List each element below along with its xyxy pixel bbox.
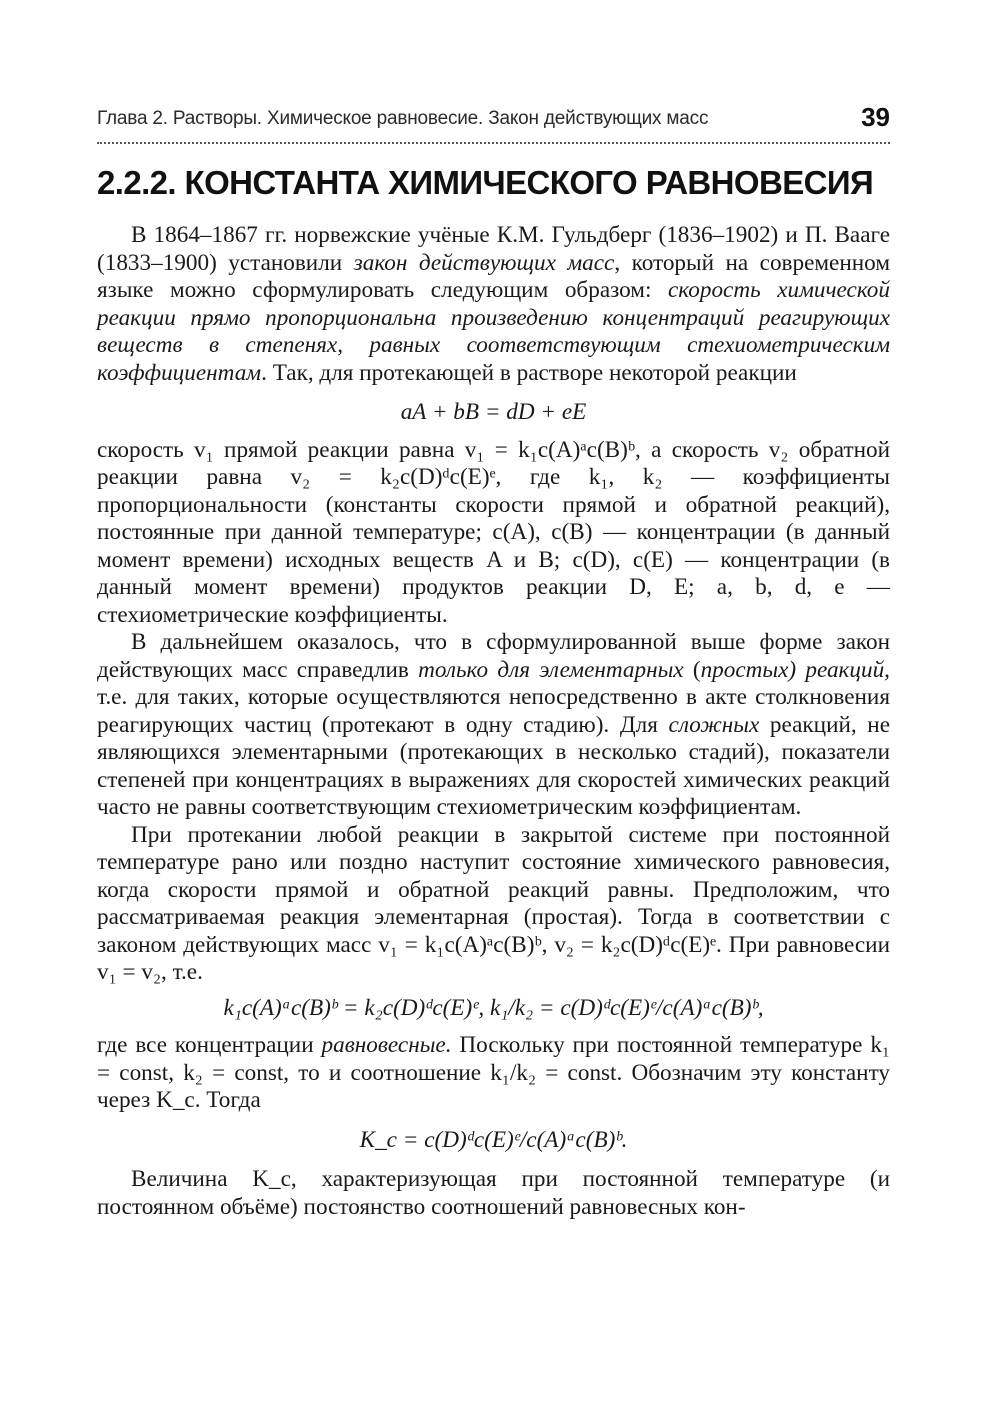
p1-text-b: , который на современном языке можно сформулировать следующим образом: [97, 249, 890, 303]
formula-reaction-text: aA + bB = dD + eE [400, 399, 587, 425]
paragraph-1 [97, 222, 890, 387]
p3-text-a: В дальнейшем оказалось, что в сформулированной выше форме закон действующих масс справедлив [97, 629, 890, 683]
page-number: 39 [861, 102, 890, 132]
paragraph-2: скорость v₁ прямой реакции равна v₁ = k₁c(A)ᵃc(B)ᵇ, а скорость v₂ обратной реакции равна v₂ = k₂c(D)ᵈc(E)ᵉ, где k₁, k₂ — коэффициенты пропорциональности (константы скорости прямой и обратной реакций), постоянные при данной температуре; c(A), c(B) — концентрации (в данный момент времени) исходных веществ A и B; c(D), c(E) — концентрации (в данный момент времени) продуктов реакции D, E; a, b, d, e — стехиометрические коэффициенты. [97, 436, 890, 628]
formula-equilibrium [97, 995, 890, 1023]
p3-text-b: ( [683, 656, 701, 683]
paragraph-6: Величина K_c, характеризующая при постоянной температуре (и постоянном объёме) постоянство соотношений равновесных кон- [97, 1166, 890, 1220]
p1-law-statement: скорость химической реакции прямо пропорциональна произведению концентраций реагирующих веществ в степенях, равных соответствующим стехиометрическим коэффициентам [97, 277, 890, 386]
p5-text-a: где все концентрации [97, 1032, 322, 1058]
p1-text-a: В 1864–1867 гг. норвежские учёные К.М. Гульдберг (1836–1902) и П. Вааге (1833–1900) установили [97, 222, 890, 276]
paragraph-4: При протекании любой реакции в закрытой системе при постоянной температуре рано или поздно наступит состояние химического равновесия, когда скорости прямой и обратной реакций равны. Предположим, что рассматриваемая реакция элементарная (простая). Тогда в соответствии с законом действующих масс v₁ = k₁c(A)ᵃc(B)ᵇ, v₂ = k₂c(D)ᵈc(E)ᵉ. При равновесии v₁ = v₂, т.е. [97, 821, 890, 985]
p3-text-d: реакций, не являющихся элементарными (протекающих в несколько стадий), показатели степеней при концентрациях в выражениях для скоростей химических реакций часто не равны соответствующим стехиометрическим коэффициентам. [97, 711, 890, 820]
body-text [97, 222, 890, 1221]
formula-equilibrium-text: k₁c(A)ᵃc(B)ᵇ = k₂c(D)ᵈc(E)ᵉ, k₁/k₂ = c(D)ᵈc(E)ᵉ/c(A)ᵃc(B)ᵇ, [223, 994, 764, 1021]
p5-em-equilibrium: равновесные. [321, 1032, 452, 1058]
formula-reaction [97, 399, 890, 427]
p1-text-c: . Так, для протекающей в растворе некоторой реакции [261, 359, 797, 386]
paragraph-5 [97, 1032, 890, 1115]
p3-text-c: т.е. для таких, которые осуществляются непосредственно в акте столкновения реагирующих частиц (протекают в одну стадию). Для [97, 684, 890, 738]
formula-kc-text: K_c = c(D)ᵈc(E)ᵉ/c(A)ᵃc(B)ᵇ. [359, 1126, 628, 1153]
formula-kc [97, 1127, 890, 1155]
paragraph-3 [97, 629, 890, 822]
p1-term-law: закон действующих масс [353, 249, 615, 276]
p5-text-b: Поскольку при постоянной температуре k₁ = const, k₂ = const, то и соотношение k₁/k₂ = const. Обозначим эту константу через K_c. Тогда [97, 1032, 891, 1113]
p3-em-simple: простых) реакций, [700, 656, 890, 683]
section-title: 2.2.2. КОНСТАНТА ХИМИЧЕСКОГО РАВНОВЕСИЯ [97, 164, 874, 201]
p3-em-elementary: только для элементарных [418, 656, 684, 683]
p3-em-complex: сложных [668, 711, 760, 738]
running-head-text: Глава 2. Растворы. Химическое равновесие. Закон действующих масс [97, 108, 709, 129]
running-header [97, 104, 890, 144]
